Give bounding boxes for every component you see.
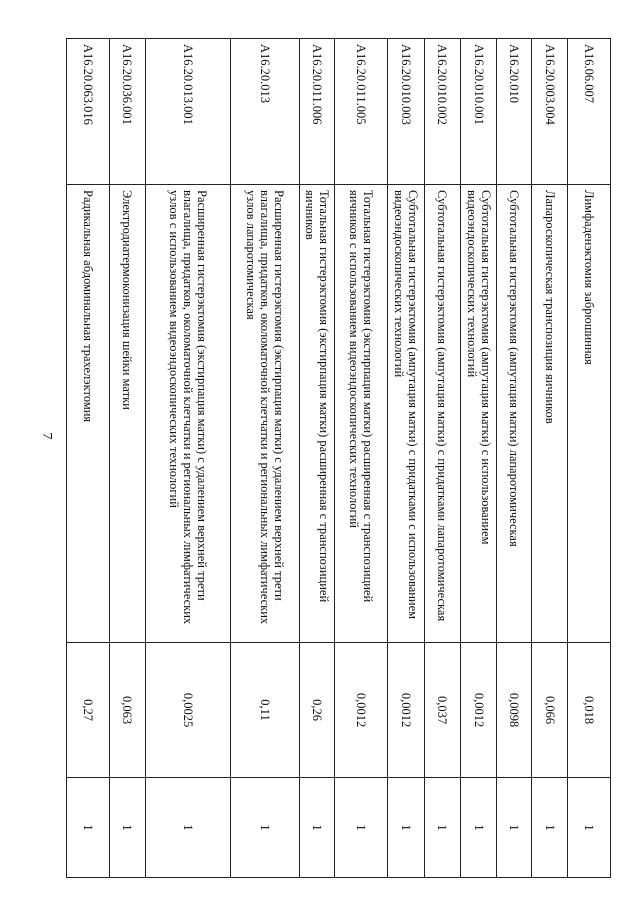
name-cell: Субтотальная гистерэктомия (ампутация матки) лапаротомическая: [496, 185, 532, 643]
count-cell: 1: [110, 778, 146, 878]
count-cell: 1: [532, 778, 568, 878]
code-cell: A16.20.003.004: [532, 39, 568, 185]
count-cell: 1: [230, 778, 299, 878]
value-cell: 0,0012: [461, 643, 497, 778]
name-cell: Субтотальная гистерэктомия (ампутация матки) с использованием видеоэндоскопических технологий: [461, 185, 497, 643]
code-cell: A16.20.011.005: [335, 39, 388, 185]
name-cell: Расширенная гистерэктомия (экстирпация матки) с удалением верхней трети влагалища, придатков, околоматочной клетчатки и региональных лимфатических узлов с использованием видеоэндоскопических технологий: [145, 185, 230, 643]
name-cell: Расширенная гистерэктомия (экстирпация матки) с удалением верхней трети влагалища, придатков, околоматочной клетчатки и региональных лимфатических узлов лапаротомическая: [230, 185, 299, 643]
table-row: [145, 39, 230, 878]
table-row: [230, 39, 299, 878]
table-row: [110, 39, 146, 878]
table-row: [461, 39, 497, 878]
rotated-table-container: [66, 38, 611, 877]
table-row: [532, 39, 568, 878]
table-row: [567, 39, 610, 878]
name-cell: Субтотальная гистерэктомия (ампутация матки) с придатками лапаротомическая: [424, 185, 461, 643]
name-cell: Тотальная гистерэктомия (экстирпация матки) расширенная с транспозицией яичников с использованием видеоэндоскопических технологий: [335, 185, 388, 643]
code-cell: A16.20.010: [496, 39, 532, 185]
table-row: [496, 39, 532, 878]
services-table: [66, 38, 611, 878]
table-row: [299, 39, 335, 878]
table-row: [388, 39, 425, 878]
code-cell: A16.20.063.016: [67, 39, 110, 185]
count-cell: 1: [567, 778, 610, 878]
code-cell: A16.20.010.003: [388, 39, 425, 185]
code-cell: A16.20.013: [230, 39, 299, 185]
value-cell: 0,0025: [145, 643, 230, 778]
name-cell: Лапароскопическая транспозиция яичников: [532, 185, 568, 643]
name-cell: Тотальная гистерэктомия (экстирпация матки) расширенная с транспозицией яичников: [299, 185, 335, 643]
page-number: 7: [39, 432, 54, 440]
name-cell: Электродиатермоконизация шейки матки: [110, 185, 146, 643]
name-cell: Субтотальная гистерэктомия (ампутация матки) с придатками с использованием видеоэндоскопических технологий: [388, 185, 425, 643]
count-cell: 1: [496, 778, 532, 878]
value-cell: 0,27: [67, 643, 110, 778]
code-cell: A16.20.010.001: [461, 39, 497, 185]
count-cell: 1: [299, 778, 335, 878]
value-cell: 0,0012: [335, 643, 388, 778]
name-cell: Радикальная абдоминальная трахелэктомия: [67, 185, 110, 643]
count-cell: 1: [335, 778, 388, 878]
count-cell: 1: [461, 778, 497, 878]
code-cell: A16.06.007: [567, 39, 610, 185]
table-row: [67, 39, 110, 878]
value-cell: 0,26: [299, 643, 335, 778]
name-cell: Лимфаденэктомия забрюшинная: [567, 185, 610, 643]
code-cell: A16.20.010.002: [424, 39, 461, 185]
code-cell: A16.20.011.006: [299, 39, 335, 185]
table-row: [335, 39, 388, 878]
value-cell: 0,066: [532, 643, 568, 778]
value-cell: 0,018: [567, 643, 610, 778]
code-cell: A16.20.036.001: [110, 39, 146, 185]
count-cell: 1: [67, 778, 110, 878]
table-body: [67, 39, 611, 878]
table-row: [424, 39, 461, 878]
value-cell: 0,11: [230, 643, 299, 778]
value-cell: 0,037: [424, 643, 461, 778]
count-cell: 1: [388, 778, 425, 878]
count-cell: 1: [145, 778, 230, 878]
code-cell: A16.20.013.001: [145, 39, 230, 185]
value-cell: 0,0098: [496, 643, 532, 778]
value-cell: 0,063: [110, 643, 146, 778]
count-cell: 1: [424, 778, 461, 878]
value-cell: 0,0012: [388, 643, 425, 778]
